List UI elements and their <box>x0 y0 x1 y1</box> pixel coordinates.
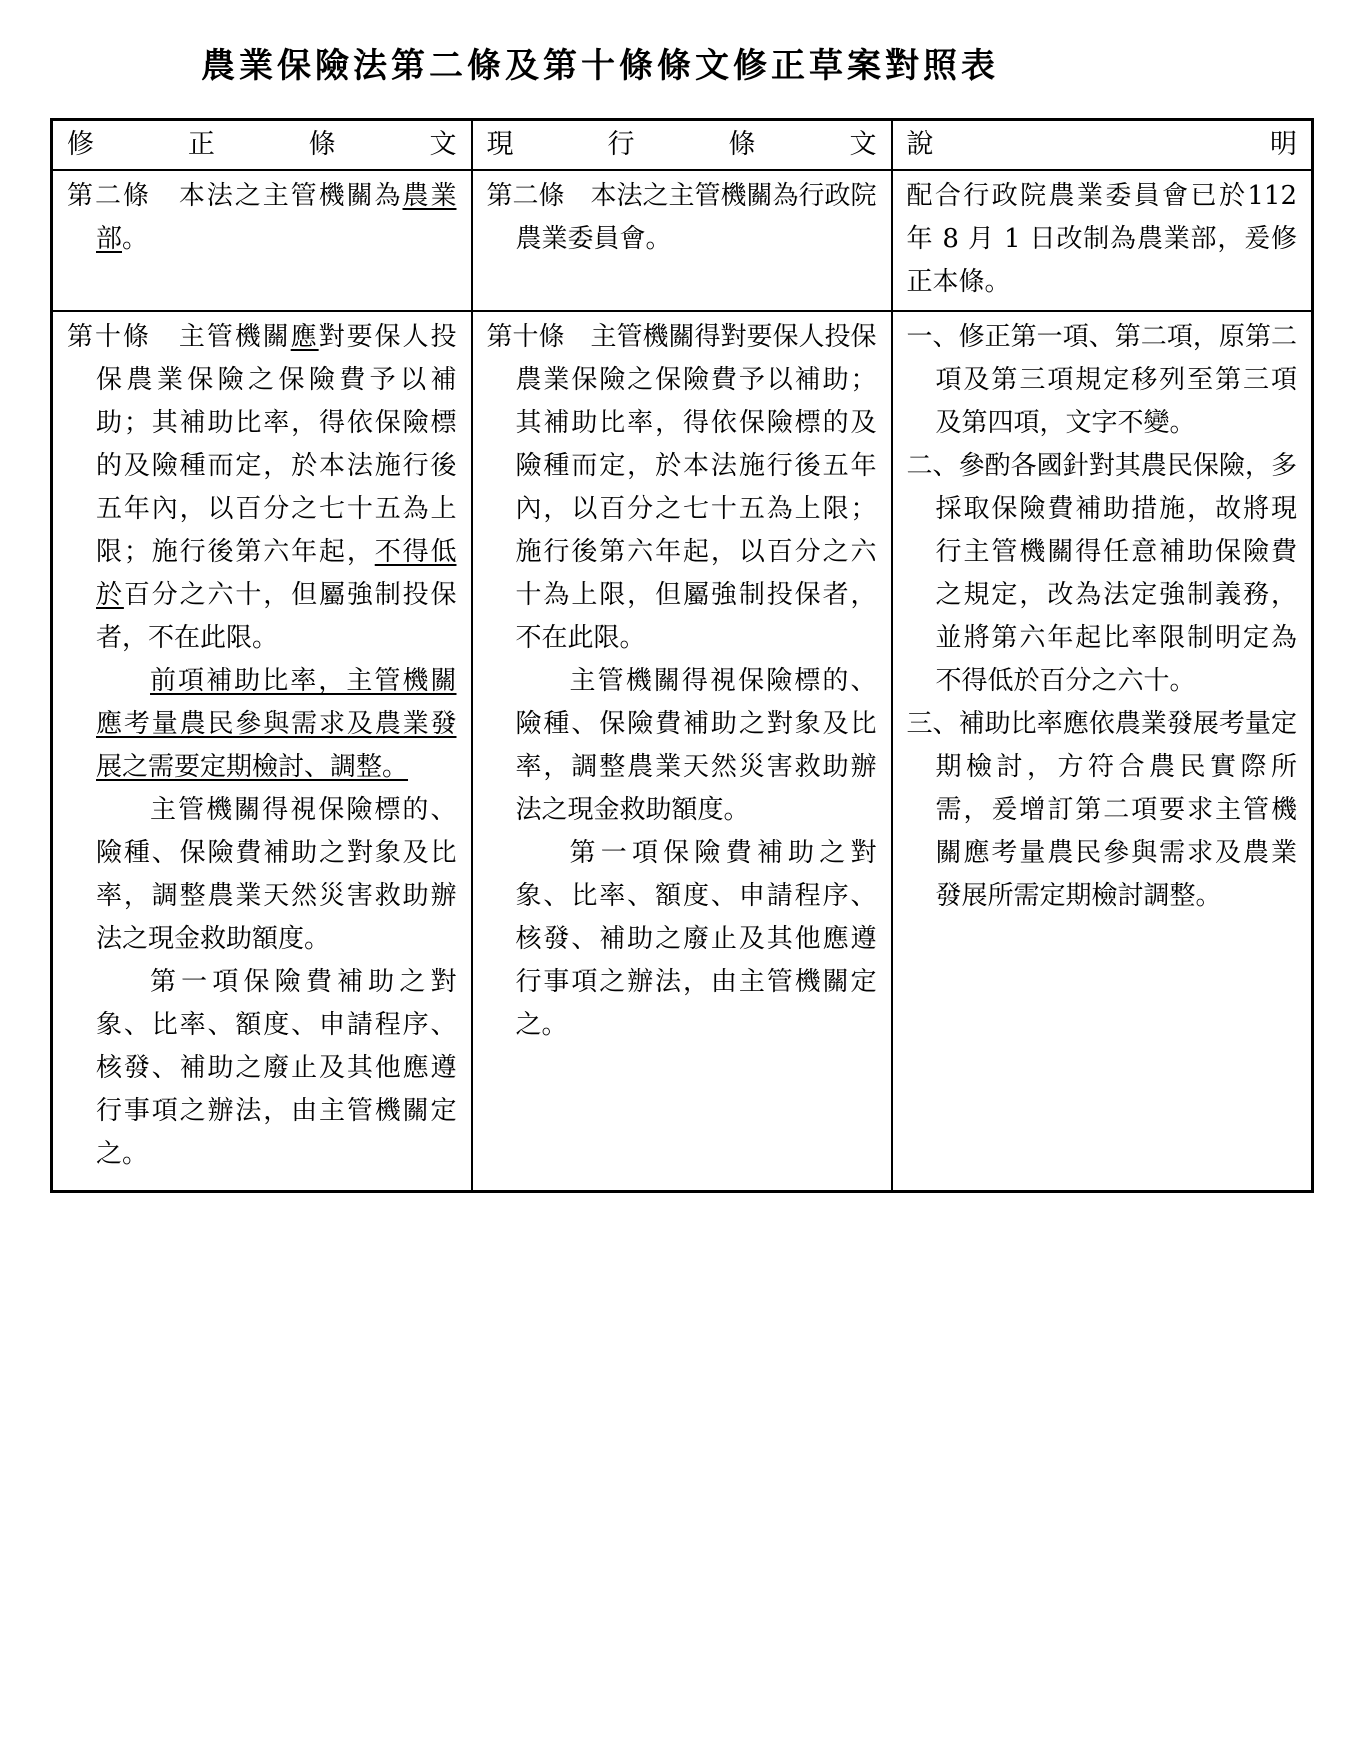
header-current-char: 行 <box>607 129 635 160</box>
header-current-char: 現 <box>486 129 514 160</box>
amended-article-2-prefix: 第二條 本法之主管機關為 <box>67 181 403 211</box>
amended-article-10-p1-underlined-2: 不得低於 <box>96 537 457 610</box>
comparison-table <box>50 118 1314 1193</box>
explanation-item-2: 二、參酌各國針對其農民保險，多採取保險費補助措施，故將現行主管機關得任意補助保險費之規定，改為法定強制義務，並將第六年起比率限制明定為不得低於百分之六十。 <box>906 451 1297 696</box>
table-row-article-10 <box>52 311 1313 1192</box>
amended-article-10-paragraph-4: 第一項保險費補助之對象、比率、額度、申請程序、核發、補助之廢止及其他應遵行事項之辦法，由主管機關定之。 <box>96 967 457 1169</box>
header-explanation-char: 明 <box>1270 129 1297 160</box>
explanation-item-3: 三、補助比率應依農業發展考量定期檢討，方符合農民實際所需，爰增訂第二項要求主管機關應考量農民參與需求及農業發展所需定期檢討調整。 <box>906 709 1297 911</box>
amended-article-10-paragraph-3: 主管機關得視保險標的、險種、保險費補助之對象及比率，調整農業天然災害救助辦法之現金救助額度。 <box>96 795 457 954</box>
current-article-10-paragraph-2: 主管機關得視保險標的、險種、保險費補助之對象及比率，調整農業天然災害救助辦法之現金救助額度。 <box>515 666 877 825</box>
current-article-10-paragraph-3: 第一項保險費補助之對象、比率、額度、申請程序、核發、補助之廢止及其他應遵行事項之辦法，由主管機關定之。 <box>515 838 877 1040</box>
header-current-char: 文 <box>849 129 877 160</box>
explanation-article-10-cell <box>892 311 1313 1192</box>
amended-article-10-cell <box>52 311 472 1192</box>
current-article-10-cell <box>472 311 892 1192</box>
header-amended <box>52 120 472 171</box>
amended-article-2-underlined: 農業部 <box>96 181 457 254</box>
explanation-article-2-cell <box>892 170 1313 311</box>
table-header-row <box>52 120 1313 171</box>
header-amended-char: 正 <box>187 129 215 160</box>
explanation-item-1: 一、修正第一項、第二項，原第二項及第三項規定移列至第三項及第四項，文字不變。 <box>906 322 1297 438</box>
amended-article-10-p2-underlined: 前項補助比率，主管機關應考量農民參與需求及農業發展之需要定期檢討、調整。 <box>96 666 457 782</box>
explanation-article-2-text: 配合行政院農業委員會已於112 年 8 月 1 日改制為農業部，爰修正本條。 <box>906 181 1297 297</box>
header-explanation <box>892 120 1313 171</box>
header-amended-char: 文 <box>429 129 457 160</box>
amended-article-10-p1-b: 對要保人投保農業保險之保險費予以補助；其補助比率，得依保險標的及險種而定，於本法施行後五年內，以百分之七十五為上限；施行後第六年起， <box>96 322 457 567</box>
header-amended-char: 修 <box>67 129 94 160</box>
header-current-char: 條 <box>728 129 756 160</box>
current-article-2-cell <box>472 170 892 311</box>
current-article-10-paragraph-1: 第十條 主管機關得對要保人投保農業保險之保險費予以補助；其補助比率，得依保險標的及險種而定，於本法施行後五年內，以百分之七十五為上限；施行後第六年起，以百分之六十為上限，但屬強制投保者，不在此限。 <box>486 322 877 653</box>
amended-article-10-p1-underlined-1: 應 <box>290 322 319 352</box>
amended-article-10-paragraph-2 <box>67 660 457 789</box>
amended-article-10-p1-a: 第十條 主管機關 <box>67 322 291 352</box>
amended-article-10-paragraph-1 <box>67 316 457 660</box>
amended-article-2-cell <box>52 170 472 311</box>
amended-article-2-suffix: 。 <box>122 224 149 254</box>
header-explanation-char: 說 <box>906 129 934 160</box>
current-article-2-text: 第二條 本法之主管機關為行政院農業委員會。 <box>486 181 877 254</box>
document-title: 農業保險法第二條及第十條條文修正草案對照表 <box>201 46 999 86</box>
amended-article-10-p1-c: 百分之六十，但屬強制投保者，不在此限。 <box>96 580 457 653</box>
amended-article-2-text <box>67 175 457 261</box>
table-row-article-2 <box>52 170 1313 311</box>
header-current <box>472 120 892 171</box>
header-amended-char: 條 <box>308 129 336 160</box>
